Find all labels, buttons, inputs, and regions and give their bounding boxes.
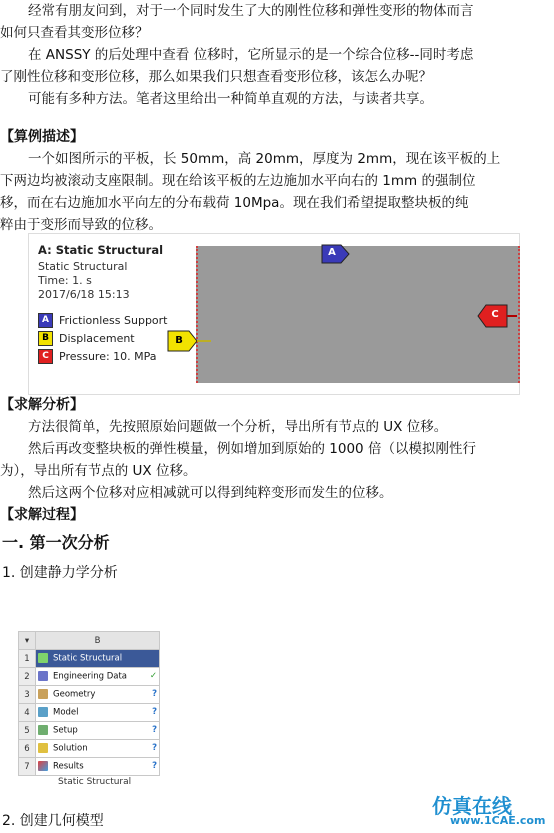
watermark-url: www.1CAE.com (450, 814, 546, 827)
flag-c-label: C (491, 309, 499, 320)
solution-icon (38, 743, 48, 753)
static-structural-icon (38, 653, 48, 663)
section-title: 一. 第一次分析 (2, 533, 110, 552)
refresh-required-icon: ? (152, 725, 157, 736)
geometry-icon (38, 689, 48, 699)
watermark-logo: 仿真在线 (432, 794, 512, 818)
row-number: 7 (19, 758, 36, 776)
analysis-heading: 【求解分析】 (0, 397, 84, 413)
flag-a-label: A (328, 247, 336, 258)
row-label: Model (53, 707, 79, 718)
analysis-line: 然后再改变整块板的弹性模量，例如增加到原始的 1000 倍（以模拟刚性行 (28, 441, 476, 457)
row-number: 2 (19, 668, 36, 686)
plate-geometry (196, 246, 520, 383)
step-title: 2. 创建几何模型 (2, 813, 104, 829)
intro-line: 如何只查看其变形位移？ (0, 25, 149, 41)
intro-line: 在 ANSSY 的后处理中查看 位移时，它所显示的是一个综合位移--同时考虑 (28, 47, 474, 63)
row-number: 3 (19, 686, 36, 704)
case-heading: 【算例描述】 (0, 129, 84, 145)
row-number: 6 (19, 740, 36, 758)
table-row[interactable] (19, 686, 160, 704)
table-row[interactable] (19, 704, 160, 722)
legend-label: Pressure: 10. MPa (59, 350, 157, 363)
refresh-required-icon: ? (152, 743, 157, 754)
figure-subtitle: Static Structural (38, 260, 128, 273)
case-line: 移，而在右边施加水平向左的分布载荷 10Mpa。现在我们希望提取整块板的纯 (0, 195, 469, 211)
table-row[interactable] (19, 722, 160, 740)
case-line: 粹由于变形而导致的位移。 (0, 217, 162, 233)
intro-line: 可能有多种方法。笔者这里给出一种简单直观的方法，与读者共享。 (28, 91, 433, 107)
row-label: Setup (53, 725, 78, 736)
row-label: Solution (53, 743, 88, 754)
model-figure (28, 233, 520, 395)
legend-key: B (38, 331, 53, 346)
legend-key: A (38, 313, 53, 328)
row-label: Engineering Data (53, 671, 127, 682)
case-line: 下两边均被滚动支座限制。现在给该平板的左边施加水平向右的 1mm 的强制位 (0, 173, 476, 189)
table-row[interactable] (19, 758, 160, 776)
legend-item (38, 349, 157, 364)
figure-time: Time: 1. s (38, 274, 92, 287)
row-number: 1 (19, 650, 36, 668)
figure-title: A: Static Structural (38, 243, 164, 257)
intro-line: 了刚性位移和变形位移，那么如果我们只想查看变形位移，该怎么办呢？ (0, 69, 432, 85)
column-header: B (36, 632, 160, 650)
row-number: 5 (19, 722, 36, 740)
row-label: Static Structural (53, 653, 123, 664)
setup-icon (38, 725, 48, 735)
intro-line: 经常有朋友问到，对于一个同时发生了大的刚性位移和弹性变形的物体而言 (28, 3, 474, 19)
refresh-required-icon: ? (152, 761, 157, 772)
step-title: 1. 创建静力学分析 (2, 565, 118, 581)
case-line: 一个如图所示的平板，长 50mm，高 20mm，厚度为 2mm，现在该平板的上 (28, 151, 501, 167)
figure-date: 2017/6/18 15:13 (38, 288, 130, 301)
analysis-line: 方法很简单，先按照原始问题做一个分析，导出所有节点的 UX 位移。 (28, 419, 448, 435)
legend-item (38, 331, 135, 346)
row-label: Geometry (53, 689, 96, 700)
collapse-arrow-icon[interactable]: ▾ (19, 632, 36, 650)
engineering-data-icon (38, 671, 48, 681)
legend-item (38, 313, 168, 328)
refresh-required-icon: ? (152, 707, 157, 718)
results-icon (38, 761, 48, 771)
legend-label: Frictionless Support (59, 314, 168, 327)
table-row[interactable] (19, 650, 160, 668)
table-caption: Static Structural (58, 777, 132, 787)
row-number: 4 (19, 704, 36, 722)
legend-key: C (38, 349, 53, 364)
legend-label: Displacement (59, 332, 135, 345)
table-row[interactable] (19, 668, 160, 686)
row-label: Results (53, 761, 84, 772)
refresh-required-icon: ? (152, 689, 157, 700)
analysis-system-table (18, 631, 160, 776)
table-row[interactable] (19, 740, 160, 758)
model-icon (38, 707, 48, 717)
analysis-line: 然后这两个位移对应相减就可以得到纯粹变形而发生的位移。 (28, 485, 393, 501)
check-icon: ✓ (149, 671, 157, 682)
flag-b-label: B (175, 335, 183, 346)
analysis-line: 为），导出所有节点的 UX 位移。 (0, 463, 197, 479)
process-heading: 【求解过程】 (0, 507, 84, 523)
